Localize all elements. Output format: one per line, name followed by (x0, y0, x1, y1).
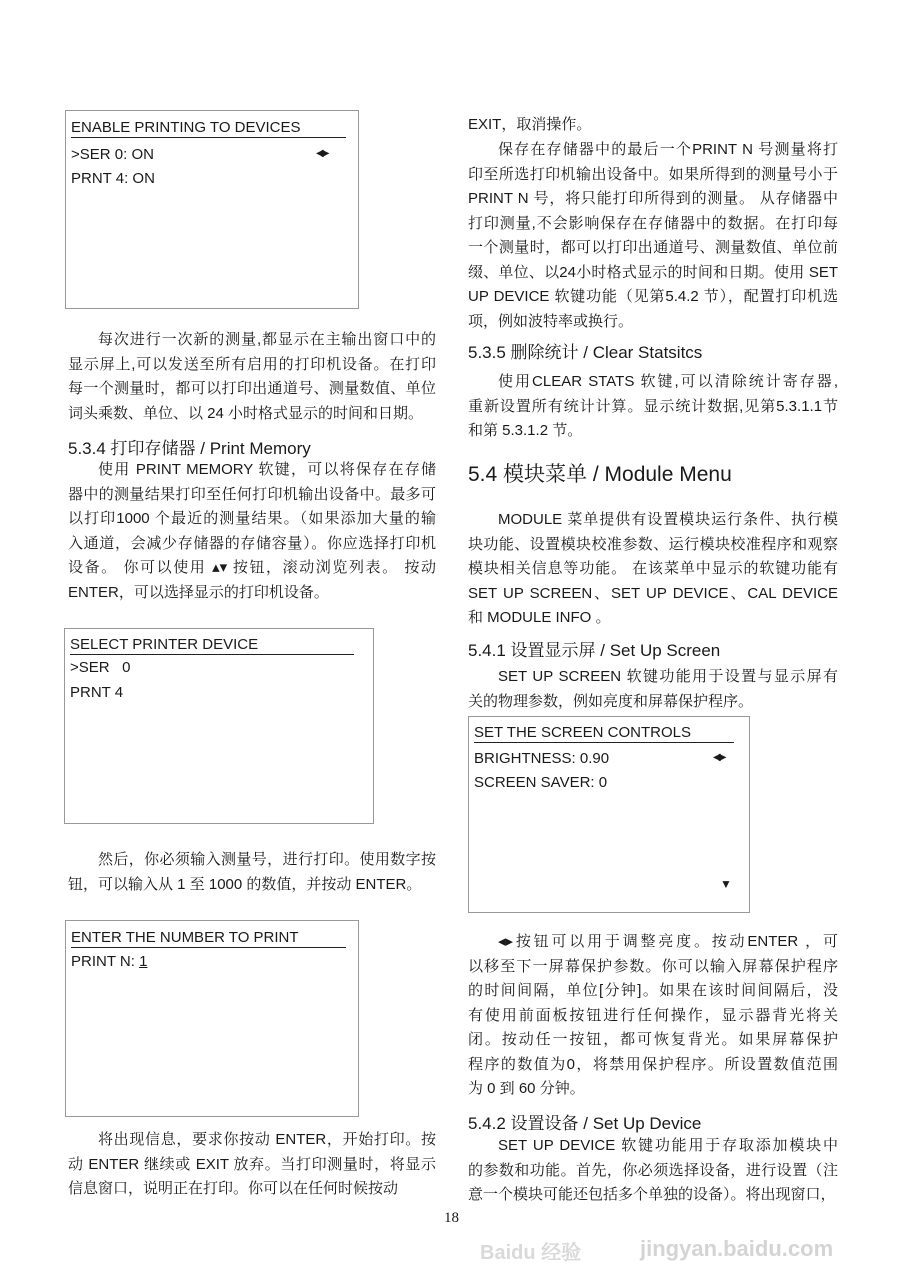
text-line: 信息窗口，说明正在打印。你可以在任何时候按动 (68, 1180, 399, 1197)
text-line: 缀、单位、以24小时格式显示的时间和日期。使用 SET (468, 263, 838, 281)
enter-number-screen (65, 920, 359, 1117)
text-line: 保存在存储器中的最后一个PRINT N 号测量将打 (498, 141, 838, 158)
text-line: 显示屏上,可以发送至所有启用的打印机设备。在打印 (68, 355, 436, 373)
paragraph (468, 930, 838, 1102)
paragraph (68, 848, 436, 897)
text-line: 和 MODULE INFO 。 (468, 609, 611, 626)
paragraph (468, 113, 838, 138)
text-line: SET UP DEVICE 软键功能用于存取添加模块中 (498, 1137, 838, 1154)
text-line: ◂▸按钮可以用于调整亮度。按动ENTER ，可 (498, 933, 838, 950)
paragraph (468, 370, 838, 444)
text-line: 项，例如波特率或换行。 (468, 312, 634, 330)
text-line: 将出现信息，要求你按动 ENTER，开始打印。按 (98, 1131, 436, 1148)
text-line: 印至所选打印机输出设备中。如果所得到的测量号小于 (468, 165, 838, 183)
print-n-label: PRINT N: (71, 953, 140, 970)
screen-controls-screen (468, 716, 750, 913)
page-number: 18 (444, 1210, 459, 1226)
text-line: EXIT，取消操作。 (468, 116, 592, 133)
text-line: 使用 PRINT MEMORY 软键，可以将保存在存储 (98, 461, 436, 478)
text-line: 使用CLEAR STATS 软键,可以清除统计寄存器, (498, 373, 838, 390)
text-line: UP DEVICE 软键功能（见第5.4.2 节），配置打印机选 (468, 288, 838, 305)
text-line: 每一个测量时，都可以打印出通道号、测量数值、单位 (68, 380, 436, 397)
text-line: 以移至下一屏幕保护参数。你可以输入屏幕保护程序 (468, 957, 838, 975)
screen-row: >SER 0: ON (71, 146, 154, 163)
text-line: 模块相关信息等功能。 在该菜单中显示的软键功能有 (468, 560, 838, 577)
text-line: MODULE 菜单提供有设置模块运行条件、执行模 (498, 511, 838, 528)
text-line: 钮，可以输入从 1 至 1000 的数值，并按动 ENTER。 (68, 875, 422, 893)
text-line: 关的物理参数，例如亮度和屏幕保护程序。 (468, 692, 754, 710)
text-line: SET UP SCREEN、SET UP DEVICE、CAL DEVICE (468, 584, 838, 602)
paragraph (468, 138, 838, 334)
text-line: 重新设置所有统计计算。显示统计数据,见第5.3.1.1节 (468, 397, 838, 415)
screen-title: SELECT PRINTER DEVICE (70, 636, 354, 655)
screen-row: SCREEN SAVER: 0 (474, 774, 608, 791)
text-line: 为 0 到 60 分钟。 (468, 1080, 585, 1097)
text-line: 有使用前面板按钮进行任何操作，显示器背光将关 (468, 1006, 838, 1024)
down-arrow-icon: ▼ (720, 877, 730, 891)
section-heading-5-4-2: 5.4.2 设置设备 / Set Up Device (468, 1114, 702, 1133)
print-n-row (71, 953, 147, 970)
screen-row: >SER 0 (70, 659, 131, 676)
screen-row: BRIGHTNESS: 0.90 (474, 750, 610, 767)
text-line: 的时间间隔，单位[分钟]。如果在该时间间隔后，没 (468, 982, 838, 999)
text-line: 程序的数值为0，将禁用保护程序。所设置数值范围 (468, 1055, 838, 1073)
screen-title: SET THE SCREEN CONTROLS (474, 724, 734, 743)
text-line: 以打印1000 个最近的测量结果。（如果添加大量的输 (68, 510, 436, 527)
left-right-arrows-icon: ◀▶ (713, 752, 725, 763)
watermark-logo: Baidu 经验 (480, 1242, 582, 1264)
screen-row: PRNT 4 (70, 684, 124, 701)
text-line: 一个测量时，都可以打印出通道号、测量数值、单位前 (468, 239, 838, 256)
paragraph (468, 1134, 838, 1208)
select-printer-screen (64, 628, 374, 824)
text-line: 每次进行一次新的测量,都显示在主输出窗口中的 (98, 331, 436, 348)
section-heading-5-4-1: 5.4.1 设置显示屏 / Set Up Screen (468, 641, 721, 660)
text-line: 闭。按动任一按钮，都可恢复背光。如果屏幕保护 (468, 1031, 838, 1048)
text-line: PRINT N 号，将只能打印所得到的测量。 从存储器中 (468, 190, 838, 207)
section-heading-5-3-4: 5.3.4 打印存储器 / Print Memory (68, 439, 311, 458)
watermark-url: jingyan.baidu.com (640, 1236, 834, 1261)
text-line: 设备。 你可以使用 ▴▾ 按钮，滚动浏览列表。 按动 (68, 559, 436, 576)
screen-row: PRNT 4: ON (71, 170, 155, 187)
text-line: 动 ENTER 继续或 EXIT 放弃。当打印测量时，将显示 (68, 1155, 436, 1173)
text-line: 打印测量,不会影响保存在存储器中的数据。在打印每 (468, 214, 838, 232)
text-line: 意一个模块可能还包括多个单独的设备）。将出现窗口， (468, 1186, 836, 1203)
paragraph (468, 508, 838, 631)
text-line: 和第 5.3.1.2 节。 (468, 422, 583, 439)
text-line: 器中的测量结果打印至任何打印机输出设备中。最多可 (68, 485, 436, 503)
enable-printing-screen (65, 110, 359, 309)
text-line: SET UP SCREEN 软键功能用于设置与显示屏有 (498, 668, 838, 685)
text-line: 入通道，会减少存储器的存储容量）。你应选择打印机 (68, 534, 436, 552)
text-line: 然后，你必须输入测量号，进行打印。使用数字按 (98, 851, 436, 868)
section-heading-5-3-5: 5.3.5 删除统计 / Clear Statsitcs (468, 343, 703, 362)
print-n-value: 1 (139, 953, 148, 970)
text-line: ENTER，可以选择显示的打印机设备。 (68, 583, 329, 601)
paragraph (68, 458, 436, 605)
text-line: 的参数和功能。首先，你必须选择设备，进行设置（注 (468, 1161, 838, 1179)
paragraph (68, 328, 436, 426)
screen-title: ENABLE PRINTING TO DEVICES (71, 119, 346, 138)
paragraph (68, 1128, 436, 1202)
screen-title: ENTER THE NUMBER TO PRINT (71, 929, 346, 948)
section-heading-5-4: 5.4 模块菜单 / Module Menu (468, 463, 732, 486)
text-line: 块功能、设置模块校准参数、运行模块校准程序和观察 (468, 535, 838, 553)
text-line: 词头乘数、单位、以 24 小时格式显示的时间和日期。 (68, 404, 424, 422)
left-right-arrows-icon: ◀▶ (316, 148, 328, 159)
paragraph (468, 665, 838, 714)
